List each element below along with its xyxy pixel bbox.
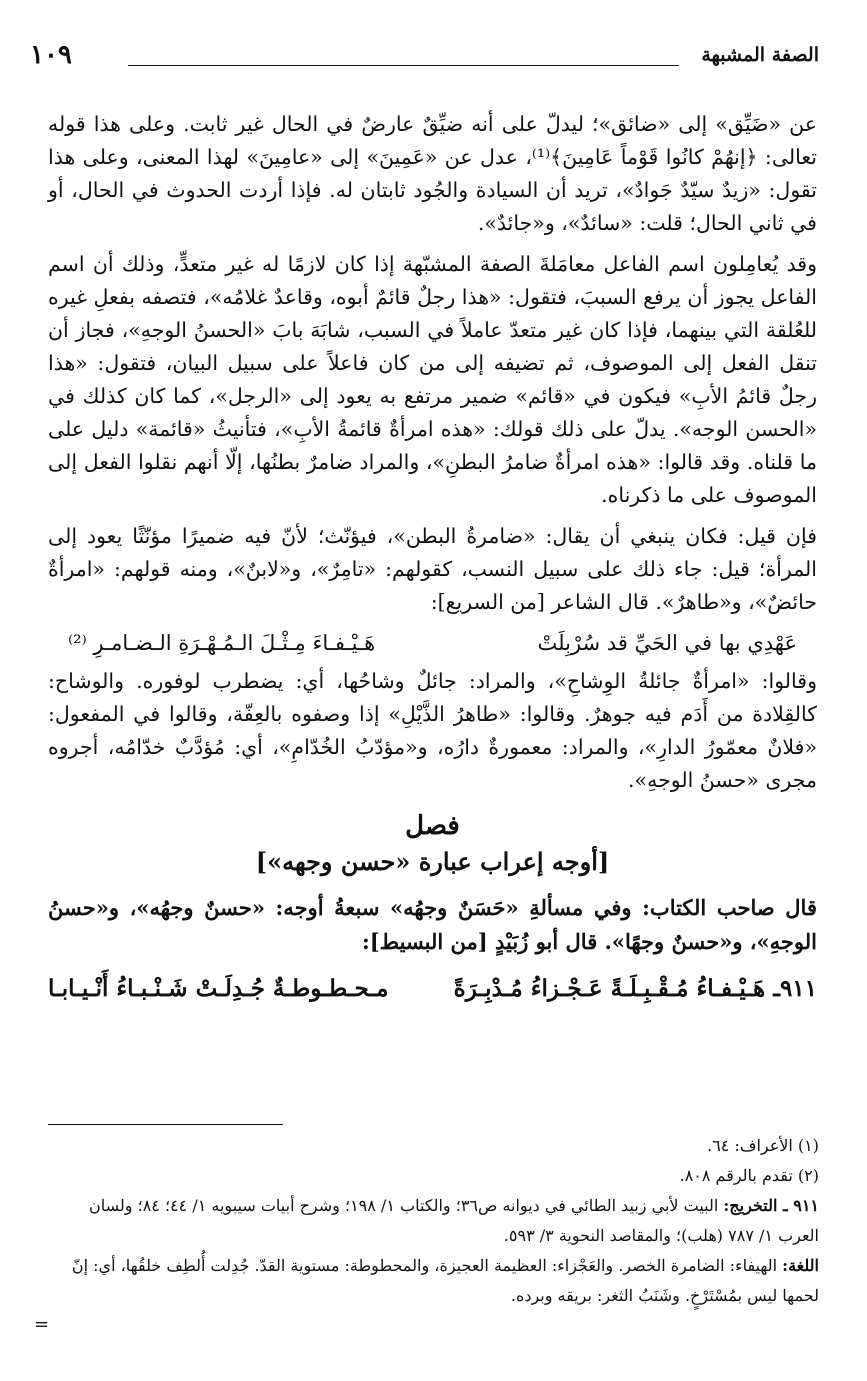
lugha-text: الهيفاء: الضامرة الخصر. والعَجْزاء: العظيمة العجيزة، والمحطوطة: مستوية القدّ. جُدِلت أُلطِف خلقُها، أي: إنّ لحمها ليس بمُسْتَرْخٍ. وشَنَبُ الثغر: بريقه وبرده.	[71, 1256, 819, 1305]
numbered-verse-second-hemistich: مـحـطـوطـةٌ جُـدِلَـتْ شَـنْـبـاءُ أَنْـيـابـا	[48, 975, 389, 1002]
paragraph-3: فإن قيل: فكان ينبغي أن يقال: «ضامرةُ البطن»، فيؤنّث؛ لأنّ فيه ضميرًا مؤنّثًا يعود إلى المرأة؛ قيل: جاء ذلك على سبيل النسب، كقولهم: «تامِرٌ»، و«لابنٌ»، ومنه قولهم: «امرأةٌ حائضٌ»، و«طاهرٌ». قال الشاعر [من السريع]:	[48, 524, 817, 614]
footnote-1: (١) الأعراف: ٦٤.	[707, 1136, 819, 1155]
verse-second-hemistich: هَـيْـفـاءَ مِـثْـلَ الـمُـهْـرَةِ الـضـامـرِ ⁽²⁾	[68, 631, 376, 655]
continuation-mark: =	[34, 1314, 50, 1335]
section-subheading: [أوجه إعراب عبارة «حسن وجهه»]	[255, 847, 610, 876]
header-rule	[128, 65, 679, 66]
section-heading: فصل	[405, 811, 460, 841]
verse-first-hemistich: عَهْدِي بها في الحَيِّ قد سُرْبِلَتْ	[537, 631, 797, 655]
running-header	[30, 42, 819, 76]
chapter-title: الصفة المشبهة	[701, 44, 819, 66]
main-text	[48, 108, 817, 1009]
footnote-lugha	[48, 1251, 819, 1311]
footnote-takhrij	[48, 1191, 819, 1251]
numbered-verse-first-hemistich: ٩١١ـ هَـيْـفـاءُ مُـقْـبِـلَـةً عَـجْـزاءُ مُـدْبِـرَةً	[453, 975, 817, 1002]
poetry-verse	[48, 625, 817, 661]
paragraph-1: عن «ضَيِّق» إلى «ضائق»؛ ليدلّ على أنه ضيِّقٌ عارضٌ في الحال غير ثابت. وعلى هذا قوله تعالى: ﴿إنهُمْ كانُوا قَوْماً عَامِينَ﴾⁽¹⁾، عدل عن «عَمِينَ» إلى «عامِينَ» لهذا المعنى، وعلى هذا تقول: «زيدٌ سيّدٌ جَوادٌ»، تريد أن السيادة والجُود ثابتان له. فإذا أردت الحدوث في الحال، أو في ثاني الحال؛ قلت: «سائدٌ»، و«جائدٌ».	[48, 112, 818, 235]
page-number: ١٠٩	[30, 40, 72, 70]
paragraph-5: قال صاحب الكتاب: وفي مسألةِ «حَسَنٌ وجهُه» سبعةُ أوجه: «حسنٌ وجهُه»، و«حسنُ الوجهِ»، و«حسنٌ وجهًا». قال أبو زُبَيْدٍ [من البسيط]:	[48, 895, 817, 954]
takhrij-label: ٩١١ ـ التخريج:	[723, 1196, 819, 1215]
footnote-rule	[48, 1124, 283, 1125]
paragraph-2: وقد يُعامِلون اسم الفاعل معامَلةَ الصفة المشبّهة إذا كان لازمًا له غير متعدٍّ، وذلك أن اسم الفاعل يجوز أن يرفع السببَ، فتقول: «هذا رجلٌ قائمٌ أبوه، وقاعدٌ غلامُه»، فتصفه بفعلِ غيره للعُلقة التي بينهما، فإذا كان غير متعدّ عاملاً في السبب، شابَهَ بابَ «الحسنُ الوجهِ»، فجاز أن تنقل الفعل إلى الموصوف، ثم تضيفه إلى من كان فاعلاً على سبيل البيان، فتقول: «هذا رجلٌ قائمُ الأبِ» فيكون في «قائم» ضمير مرتفع به يعود إلى «الرجل»، كما كان كذلك في «الحسن الوجه». يدلّ على ذلك قولك: «هذه امرأةٌ قائمةُ الأبِ»، فتأنيثُ «قائمة» دليل على ما قلناه. وقد قالوا: «هذه امرأةٌ ضامرُ البطنِ»، والمراد ضامرٌ بطنُها، إلّا أنهم نقلوا الفعل إلى الموصوف على ما ذكرناه.	[48, 252, 817, 507]
takhrij-text: البيت لأبي زبيد الطائي في ديوانه ص٣٦؛ والكتاب ١/ ١٩٨؛ وشرح أبيات سيبويه ١/ ٤٤؛ ٨٤؛ ولسان العرب ١/ ٧٨٧ (هلب)؛ والمقاصد النحوية ٣/ ٥٩٣.	[89, 1196, 819, 1245]
numbered-verse	[48, 969, 817, 1009]
paragraph-4: وقالوا: «امرأةٌ جائلةُ الوِشاحِ»، والمراد: جائلٌ وشاحُها، أي: يضطرب لوفوره. والوشاح: كالقِلادة من أَدَم فيه جوهرٌ. وقالوا: «طاهرُ الذَّيْلِ» إذا وصفوه بالعِفّة، وقالوا في المفعول: «فلانٌ معمّورُ الدارِ»، والمراد: معمورةٌ دارُه، و«مؤدّبُ الخُدّامِ»، أي: مُؤدَّبٌ خدّامُه، أجروه مجرى «حسنُ الوجهِ».	[48, 669, 817, 792]
footnotes	[48, 1131, 819, 1311]
lugha-label: اللغة:	[782, 1256, 819, 1275]
footnote-2: (٢) تقدم بالرقم ٨٠٨.	[679, 1166, 819, 1185]
